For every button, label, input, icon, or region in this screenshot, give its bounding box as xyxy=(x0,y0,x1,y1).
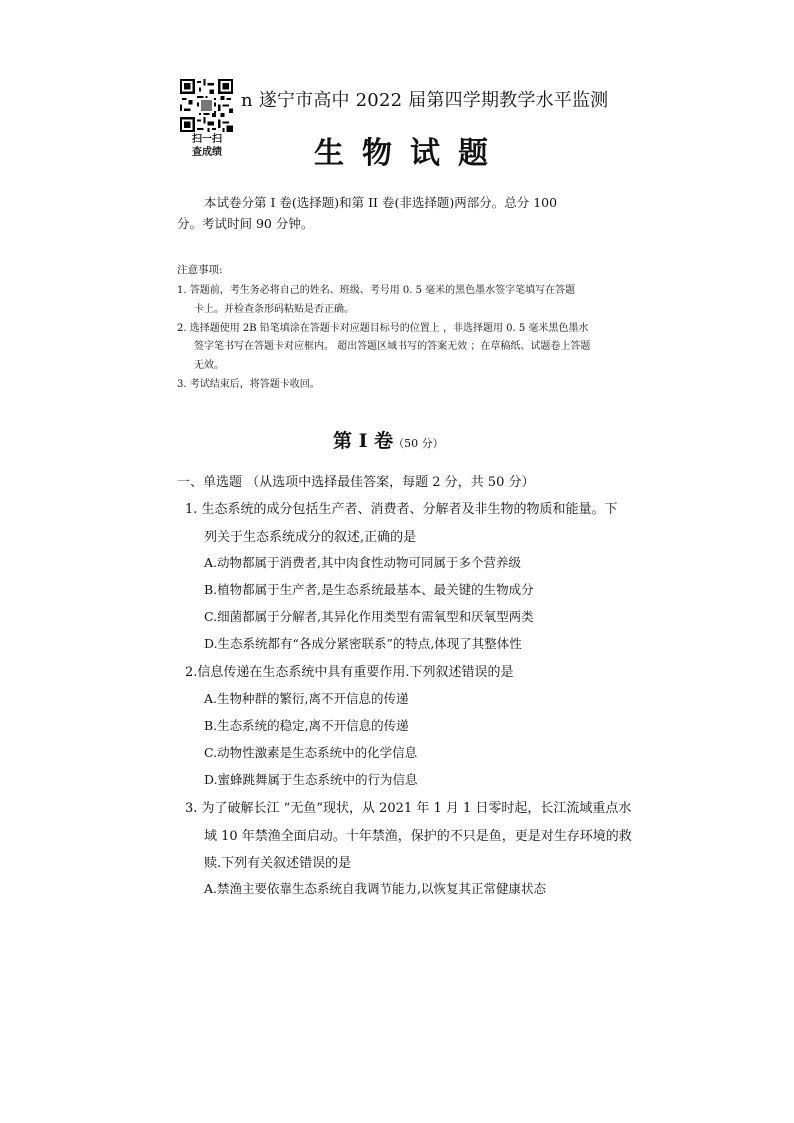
intro-line-2: 分。考试时间 90 分钟。 xyxy=(177,216,314,231)
q1-stem-line-1: 1. 生态系统的成分包括生产者、消费者、分解者及非生物的物质和能量。下 xyxy=(185,502,618,517)
note-3-line-1: 3. 考试结束后，将答题卡收回。 xyxy=(177,379,320,390)
school-exam-line: n 遂宁市高中 2022 届第四学期教学水平监测 xyxy=(241,90,609,111)
q2-option-b: B.生态系统的稳定,离不开信息的传递 xyxy=(204,718,409,733)
qr-caption xyxy=(181,133,233,159)
subject-title: 生物试题 xyxy=(314,136,506,171)
q1-stem-line-2: 列关于生态系统成分的叙述,正确的是 xyxy=(204,530,417,545)
q2-option-d: D.蜜蜂跳舞属于生态系统中的行为信息 xyxy=(204,772,418,787)
part-1-title: 第 Ⅰ 卷 xyxy=(333,430,394,452)
q3-stem-line-2: 域 10 年禁渔全面启动。十年禁渔，保护的不只是鱼，更是对生存环境的救 xyxy=(204,829,632,844)
q2-stem-line-1: 2.信息传递在生态系统中具有重要作用.下列叙述错误的是 xyxy=(185,665,514,680)
note-2-line-3: 无效。 xyxy=(194,360,224,371)
q2-option-a: A.生物种群的繁衍,离不开信息的传递 xyxy=(204,691,409,706)
q1-option-d: D.生态系统都有“各成分紧密联系”的特点,体现了其整体性 xyxy=(204,636,522,651)
qr-code-icon[interactable] xyxy=(180,79,233,132)
qr-caption-line1: 扫一扫 xyxy=(192,134,222,145)
q1-option-b: B.植物都属于生产者,是生态系统最基本、最关键的生物成分 xyxy=(204,582,534,597)
notes-title: 注意事项: xyxy=(177,264,223,276)
qr-caption-line2: 查成绩 xyxy=(192,147,222,158)
note-1-line-2: 卡上。并检查条形码粘贴是否正确。 xyxy=(194,304,354,315)
note-1-line-1: 1. 答题前，考生务必将自己的姓名、班级、考号用 0. 5 毫米的黑色墨水签字笔填写在答题 xyxy=(177,285,576,296)
intro-line-1: 本试卷分第 I 卷(选择题)和第 II 卷(非选择题)两部分。总分 100 xyxy=(204,195,558,210)
q1-option-a: A.动物都属于消费者,其中肉食性动物可同属于多个营养级 xyxy=(204,555,521,570)
part-1-heading xyxy=(333,426,444,453)
section-1-title: 一、单选题 （从选项中选择最佳答案，每题 2 分，共 50 分） xyxy=(177,475,535,490)
q3-stem-line-1: 3. 为了破解长江 “无鱼”现状，从 2021 年 1 月 1 日零时起，长江流域重点水 xyxy=(185,801,632,816)
part-1-score: （50 分） xyxy=(393,437,444,450)
q2-option-c: C.动物性激素是生态系统中的化学信息 xyxy=(204,745,418,760)
q1-option-c: C.细菌都属于分解者,其异化作用类型有需氧型和厌氧型两类 xyxy=(204,609,534,624)
q3-option-a: A.禁渔主要依靠生态系统自我调节能力,以恢复其正常健康状态 xyxy=(204,881,546,896)
note-2-line-2: 签字笔书写在答题卡对应框内。 超出答题区域书写的答案无效 ；在草稿纸、试题卷上答题 xyxy=(194,341,591,352)
q3-stem-line-3: 赎.下列有关叙述错误的是 xyxy=(204,856,352,871)
note-2-line-1: 2. 选择题使用 2B 铅笔填涂在答题卡对应题目标号的位置上 ，非选择题用 0. 5 毫米黑色墨水 xyxy=(177,323,589,334)
